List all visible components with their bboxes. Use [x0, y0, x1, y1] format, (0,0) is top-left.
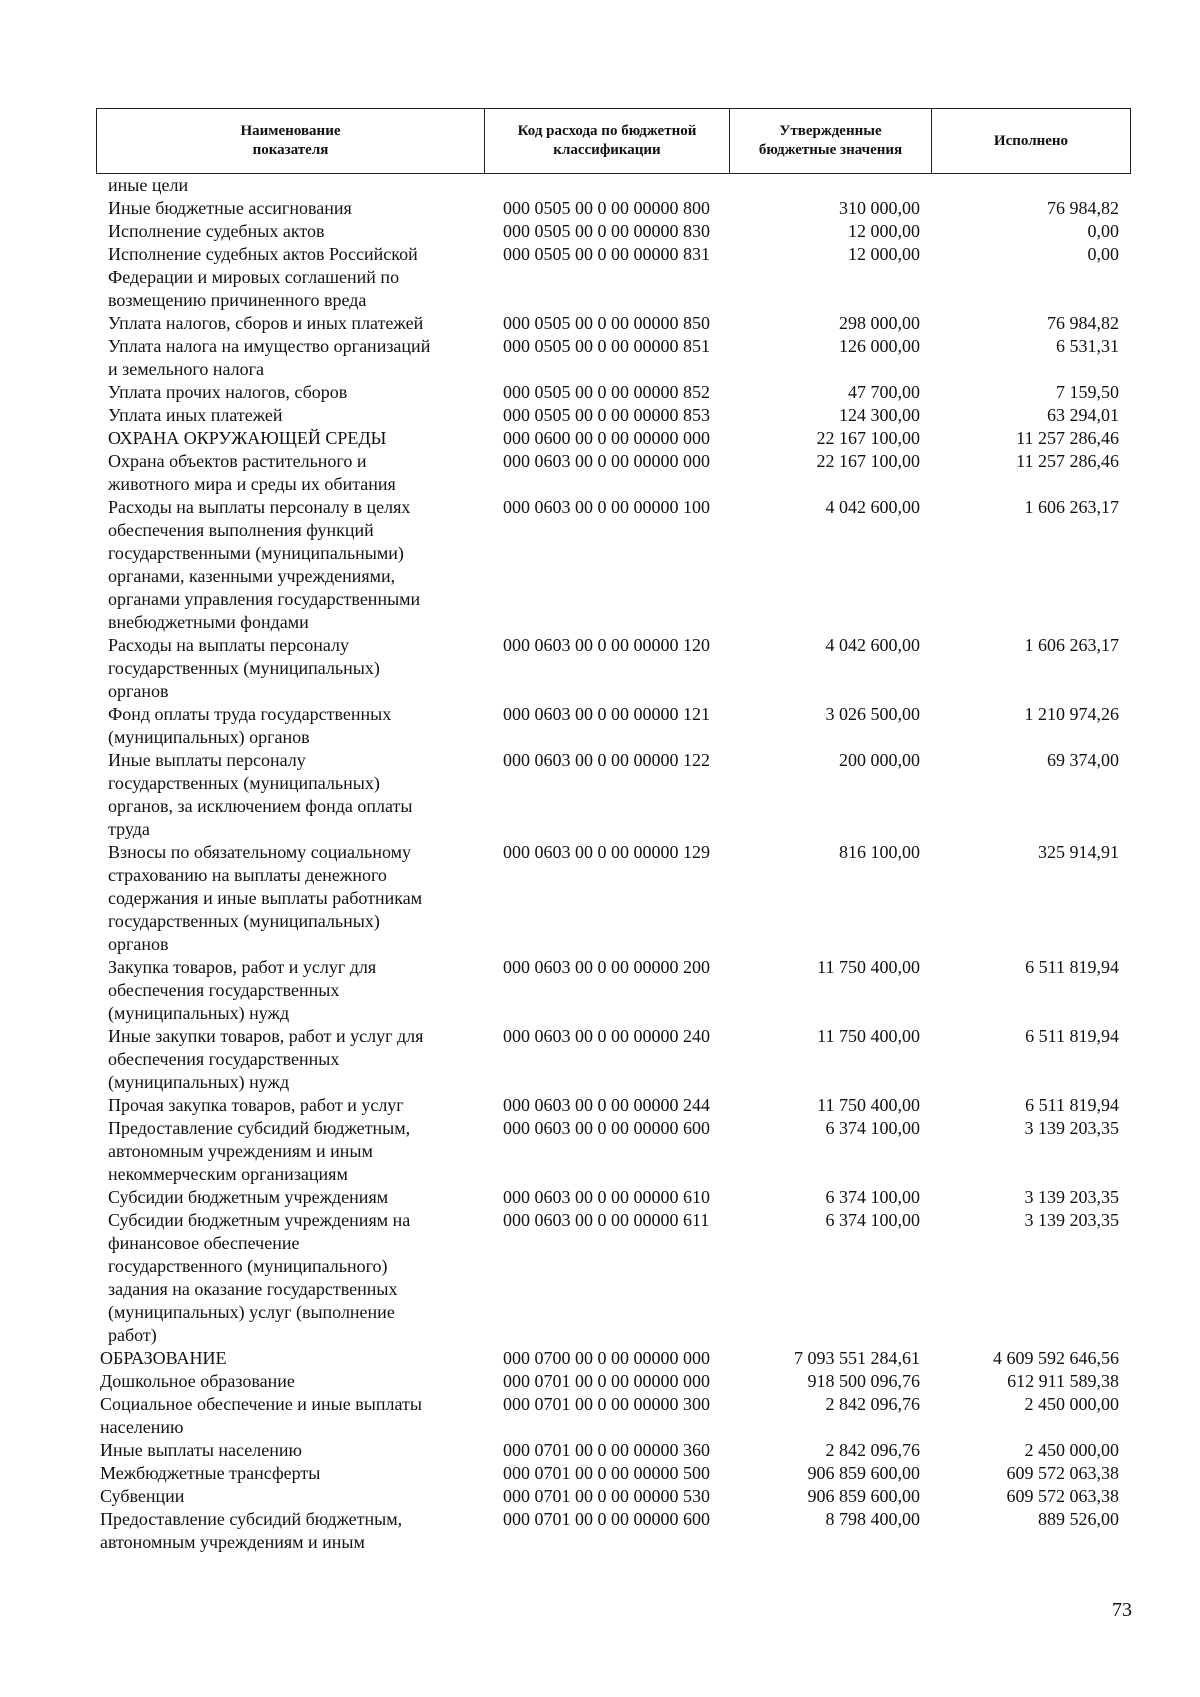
row-name: Исполнение судебных актов Российской Федерации и мировых соглашений по возмещению причиненного вреда — [108, 244, 418, 310]
row-approved: 7 093 551 284,61 — [794, 1348, 920, 1368]
row-approved: 2 842 096,76 — [825, 1394, 920, 1414]
table-row — [96, 174, 1130, 197]
row-code: 000 0603 00 0 00 00000 611 — [503, 1210, 710, 1230]
row-code: 000 0701 00 0 00 00000 000 — [503, 1371, 710, 1391]
row-approved: 11 750 400,00 — [817, 1026, 920, 1046]
table-row — [96, 496, 1130, 634]
row-executed — [931, 174, 1130, 197]
row-executed: 325 914,91 — [1038, 842, 1119, 862]
table-row — [96, 703, 1130, 749]
row-executed: 7 159,50 — [1056, 382, 1119, 402]
row-executed: 1 606 263,17 — [1024, 497, 1119, 517]
row-name: Исполнение судебных актов — [108, 221, 325, 241]
table-row — [96, 427, 1130, 450]
row-approved: 124 300,00 — [839, 405, 920, 425]
row-code: 000 0603 00 0 00 00000 100 — [503, 497, 710, 517]
row-executed: 3 139 203,35 — [1024, 1187, 1119, 1207]
row-approved: 298 000,00 — [839, 313, 920, 333]
row-code: 000 0505 00 0 00 00000 852 — [503, 382, 710, 402]
row-executed: 2 450 000,00 — [1024, 1440, 1119, 1460]
row-code: 000 0603 00 0 00 00000 600 — [503, 1118, 710, 1138]
row-code: 000 0603 00 0 00 00000 240 — [503, 1026, 710, 1046]
row-executed: 69 374,00 — [1047, 750, 1119, 770]
header-code: Код расхода по бюджетной классификации — [485, 109, 730, 174]
row-name: Иные закупки товаров, работ и услуг для обеспечения государственных (муниципальных) нужд — [108, 1026, 424, 1092]
row-code: 000 0603 00 0 00 00000 121 — [503, 704, 710, 724]
row-code: 000 0600 00 0 00 00000 000 — [503, 428, 710, 448]
table-row — [96, 1485, 1130, 1508]
row-name: Межбюджетные трансферты — [100, 1463, 321, 1483]
row-name: ОХРАНА ОКРУЖАЮЩЕЙ СРЕДЫ — [108, 428, 387, 448]
row-name: Предоставление субсидий бюджетным, автономным учреждениям и иным некоммерческим организациям — [108, 1118, 411, 1184]
row-approved: 22 167 100,00 — [816, 451, 920, 471]
row-executed: 63 294,01 — [1047, 405, 1119, 425]
row-approved: 3 026 500,00 — [825, 704, 920, 724]
row-executed: 609 572 063,38 — [1006, 1486, 1119, 1506]
row-approved: 126 000,00 — [839, 336, 920, 356]
row-executed: 11 257 286,46 — [1016, 451, 1119, 471]
row-approved: 11 750 400,00 — [817, 1095, 920, 1115]
row-code: 000 0603 00 0 00 00000 200 — [503, 957, 710, 977]
row-executed: 6 511 819,94 — [1025, 957, 1119, 977]
row-executed: 76 984,82 — [1047, 313, 1119, 333]
row-executed: 6 511 819,94 — [1025, 1095, 1119, 1115]
table-row — [96, 335, 1130, 381]
row-executed: 76 984,82 — [1047, 198, 1119, 218]
row-approved — [729, 174, 931, 197]
row-approved: 22 167 100,00 — [816, 428, 920, 448]
row-executed: 2 450 000,00 — [1024, 1394, 1119, 1414]
table-row — [96, 1094, 1130, 1117]
row-code: 000 0603 00 0 00 00000 610 — [503, 1187, 710, 1207]
row-name: Иные выплаты населению — [100, 1440, 302, 1460]
row-executed: 889 526,00 — [1038, 1509, 1119, 1529]
row-approved: 11 750 400,00 — [817, 957, 920, 977]
table-row — [96, 243, 1130, 312]
row-name: Субвенции — [100, 1486, 185, 1506]
table-row — [96, 381, 1130, 404]
row-code: 000 0701 00 0 00 00000 600 — [503, 1509, 710, 1529]
row-executed: 4 609 592 646,56 — [993, 1348, 1119, 1368]
row-approved: 200 000,00 — [839, 750, 920, 770]
row-name: иные цели — [108, 175, 189, 195]
row-code: 000 0505 00 0 00 00000 830 — [503, 221, 710, 241]
row-code: 000 0701 00 0 00 00000 530 — [503, 1486, 710, 1506]
row-approved: 12 000,00 — [848, 221, 920, 241]
header-approved: Утвержденные бюджетные значения — [730, 109, 932, 174]
row-executed: 1 210 974,26 — [1024, 704, 1119, 724]
row-name: Уплата налогов, сборов и иных платежей — [108, 313, 424, 333]
row-name: Социальное обеспечение и иные выплаты населению — [100, 1394, 422, 1437]
row-executed: 6 511 819,94 — [1025, 1026, 1119, 1046]
page-number: 73 — [1112, 1599, 1132, 1621]
row-executed: 609 572 063,38 — [1006, 1463, 1119, 1483]
table-row — [96, 1370, 1130, 1393]
row-approved: 906 859 600,00 — [807, 1486, 920, 1506]
row-name: Прочая закупка товаров, работ и услуг — [108, 1095, 404, 1115]
row-approved: 918 500 096,76 — [807, 1371, 920, 1391]
row-name: Охрана объектов растительного и животного мира и среды их обитания — [108, 451, 396, 494]
header-name: Наименование показателя — [97, 109, 485, 174]
row-name: Иные бюджетные ассигнования — [108, 198, 352, 218]
row-approved: 12 000,00 — [848, 244, 920, 264]
table-row — [96, 404, 1130, 427]
row-approved: 8 798 400,00 — [825, 1509, 920, 1529]
table-body — [96, 174, 1130, 1554]
table-row — [96, 1439, 1130, 1462]
row-code: 000 0603 00 0 00 00000 120 — [503, 635, 710, 655]
row-approved: 2 842 096,76 — [825, 1440, 920, 1460]
table-row — [96, 1117, 1130, 1186]
row-approved: 47 700,00 — [848, 382, 920, 402]
row-code: 000 0505 00 0 00 00000 851 — [503, 336, 710, 356]
table-row — [96, 1186, 1130, 1209]
row-name: Субсидии бюджетным учреждениям на финансовое обеспечение государственного (муниципального) задания на оказание государственных (муниципальных) услуг (выполнение работ) — [108, 1210, 411, 1345]
row-name: Фонд оплаты труда государственных (муниципальных) органов — [108, 704, 392, 747]
table-row — [96, 197, 1130, 220]
row-code: 000 0505 00 0 00 00000 850 — [503, 313, 710, 333]
table-row — [96, 841, 1130, 956]
table-row — [96, 450, 1130, 496]
row-name: Расходы на выплаты персоналу в целях обеспечения выполнения функций государственными (муниципальными) органами, казенными учреждениями, органами управления государственными внебюджетными фондами — [108, 497, 421, 632]
table-row — [96, 1209, 1130, 1347]
row-executed: 3 139 203,35 — [1024, 1210, 1119, 1230]
table-row — [96, 956, 1130, 1025]
row-name: Субсидии бюджетным учреждениям — [108, 1187, 389, 1207]
row-approved: 4 042 600,00 — [825, 635, 920, 655]
row-name: Расходы на выплаты персоналу государственных (муниципальных) органов — [108, 635, 380, 701]
row-executed: 6 531,31 — [1056, 336, 1119, 356]
row-executed: 1 606 263,17 — [1024, 635, 1119, 655]
row-approved: 310 000,00 — [839, 198, 920, 218]
row-approved: 906 859 600,00 — [807, 1463, 920, 1483]
row-code: 000 0505 00 0 00 00000 831 — [503, 244, 710, 264]
table-row — [96, 312, 1130, 335]
row-name: Уплата прочих налогов, сборов — [108, 382, 348, 402]
row-code: 000 0505 00 0 00 00000 853 — [503, 405, 710, 425]
row-approved: 6 374 100,00 — [825, 1187, 920, 1207]
row-name: Дошкольное образование — [100, 1371, 295, 1391]
row-code: 000 0505 00 0 00 00000 800 — [503, 198, 710, 218]
row-code: 000 0603 00 0 00 00000 129 — [503, 842, 710, 862]
table-row — [96, 1508, 1130, 1554]
row-approved: 816 100,00 — [839, 842, 920, 862]
row-approved: 6 374 100,00 — [825, 1118, 920, 1138]
row-code: 000 0701 00 0 00 00000 500 — [503, 1463, 710, 1483]
row-executed: 0,00 — [1087, 244, 1119, 264]
table-row — [96, 1393, 1130, 1439]
table-row — [96, 220, 1130, 243]
row-code: 000 0603 00 0 00 00000 122 — [503, 750, 710, 770]
table-row — [96, 749, 1130, 841]
row-code: 000 0701 00 0 00 00000 360 — [503, 1440, 710, 1460]
row-executed: 612 911 589,38 — [1007, 1371, 1119, 1391]
table-row — [96, 1347, 1130, 1370]
row-approved: 4 042 600,00 — [825, 497, 920, 517]
table-row — [96, 1025, 1130, 1094]
row-code: 000 0603 00 0 00 00000 244 — [503, 1095, 710, 1115]
row-code — [484, 174, 729, 197]
row-name: Взносы по обязательному социальному страхованию на выплаты денежного содержания и иные выплаты работникам государственных (муниципальных) органов — [108, 842, 423, 954]
table-row — [96, 1462, 1130, 1485]
row-executed: 11 257 286,46 — [1016, 428, 1119, 448]
row-code: 000 0700 00 0 00 00000 000 — [503, 1348, 710, 1368]
budget-report-page — [96, 108, 1130, 1554]
table-header — [96, 108, 1131, 174]
row-name: Уплата иных платежей — [108, 405, 283, 425]
row-name: Предоставление субсидий бюджетным, автономным учреждениям и иным — [100, 1509, 403, 1552]
row-name: Уплата налога на имущество организаций и земельного налога — [108, 336, 431, 379]
row-approved: 6 374 100,00 — [825, 1210, 920, 1230]
row-executed: 3 139 203,35 — [1024, 1118, 1119, 1138]
row-code: 000 0701 00 0 00 00000 300 — [503, 1394, 710, 1414]
row-name: Иные выплаты персоналу государственных (муниципальных) органов, за исключением фонда оплаты труда — [108, 750, 413, 839]
row-name: Закупка товаров, работ и услуг для обеспечения государственных (муниципальных) нужд — [108, 957, 377, 1023]
row-name: ОБРАЗОВАНИЕ — [100, 1348, 227, 1368]
row-code: 000 0603 00 0 00 00000 000 — [503, 451, 710, 471]
header-executed: Исполнено — [932, 109, 1131, 174]
row-executed: 0,00 — [1087, 221, 1119, 241]
table-row — [96, 634, 1130, 703]
